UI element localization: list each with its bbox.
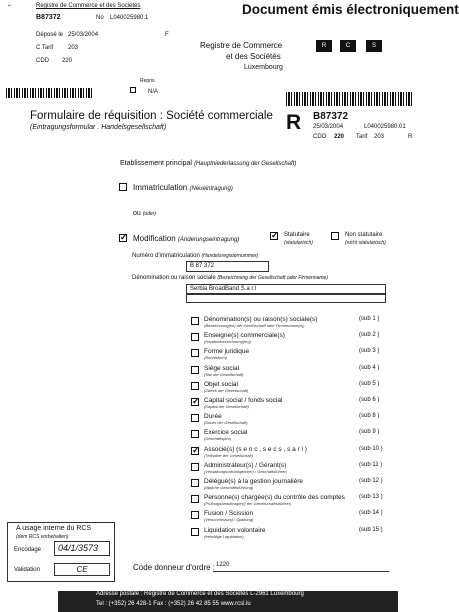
repris-checkbox[interactable] [130,87,136,93]
checklist-sub-ref: (sub 6 ) [359,397,380,403]
checklist-item-text-de: (freiwillige Liquidation) [204,534,244,539]
depose-value: 25/03/2004 [68,32,99,38]
form-big-letter: R [286,111,302,134]
repris-label: Repris [140,78,155,84]
right-tarif-value: 203 [374,134,385,140]
checklist-item-text-de: (tägliche Geschäftsführung) [204,485,254,490]
checklist-item-text-de: (Handelsbezeichnung(en)) [204,339,252,344]
checklist-item-text: Administrateur(s) / Gérant(s) [204,462,287,469]
ou-text-de: (oder) [142,211,157,217]
rcs-title-1: Registre de Commerce [200,41,283,50]
immatriculation-text-de: (Neueintragung) [189,186,233,192]
checklist-item-label [204,332,285,344]
numero-text: Numéro d'immatriculation [132,253,200,259]
checklist-item-text: Fusion / Scission [204,510,254,517]
checklist-checkbox[interactable] [191,430,199,438]
checklist-item-label [204,478,303,490]
statutaire-label-de: (statutarisch) [284,240,313,246]
denomination-text-de: (Bezeichnung der Gesellschaft oder Firmenname) [217,275,328,281]
right-cdo-label: CDO [313,134,327,140]
encodage-field[interactable]: 04/1/3573 [54,541,110,556]
checklist-checkbox[interactable] [191,447,199,455]
form-title: Formulaire de réquisition : Société commerciale [30,110,273,122]
ou-label [133,210,156,217]
code-underline [213,571,389,572]
checklist-item-text: Liquidation volontaire [204,527,266,534]
non-statutaire-label-de: (nicht statutarisch) [345,240,386,246]
etablissement-text: Etablissement principal [120,160,192,167]
corner-mark: ⌐ [8,3,12,9]
footer-line-1: Adresse postale : Registre de Commerce et des Sociétés L-2961 Luxembourg [96,591,304,597]
checklist-checkbox[interactable] [191,398,199,406]
immatriculation-label [133,183,233,192]
right-barcode [286,92,414,106]
right-rcs-number: B87372 [313,111,349,122]
checklist-item-label [204,348,249,360]
checklist-item-label [204,462,287,474]
checklist-checkbox[interactable] [191,528,199,536]
code-value: 1220 [216,562,230,568]
checklist-item-text-de: (Sitz der Gesellschaft) [204,372,244,377]
checklist-checkbox[interactable] [191,366,199,374]
checklist-sub-ref: (sub 4 ) [359,365,380,371]
denomination-label [132,275,328,281]
checklist-checkbox[interactable] [191,349,199,357]
denomination-field[interactable]: Serbia BroadBand S.a r.l [186,284,386,294]
checklist-item-text: Siège social [204,365,240,372]
checklist-item-text-de: (Teilhaber der Gesellschaft) [204,453,253,458]
internal-use-box [7,522,115,582]
checklist-sub-ref: (sub 2 ) [359,332,380,338]
checklist-item-text: Exercice social [204,429,248,436]
etablissement-text-de: (Hauptniederlassung der Gesellschaft) [193,161,297,167]
checklist-checkbox[interactable] [191,463,199,471]
footer-line-2: Tel : (+352) 26 428-1 Fax : (+352) 26 42 85 55 www.rcsl.lu [96,601,251,607]
checklist-item-text-de: (Verwaltungsratsmitglied(er) / Geschäftsführer) [204,469,287,474]
checklist-item-label [204,446,307,458]
checklist-item-text: Délégué(s) à la gestion journalière [204,478,304,485]
checklist-item-text: Associé(s) (s e n c , s e c s , s a r l ) [204,446,307,453]
numero-field[interactable]: B 87 372 [186,261,269,272]
checklist-item-text-de: (Verschmelzung / Spaltung) [204,517,254,522]
modification-text: Modification [133,234,176,243]
right-date: 25/03/2004 [313,124,344,130]
f-label: F [165,32,169,38]
na-value: N/A [148,89,159,95]
right-cdo-value: 220 [334,134,345,140]
no-value: L040025980.1 [110,15,149,21]
rcs-letter-r: R [316,40,332,52]
checklist-sub-ref: (sub 12 ) [359,478,383,484]
right-ref: L040025980.01 [364,124,406,130]
checklist-item-text: Objet social [204,381,238,388]
checklist-checkbox[interactable] [191,495,199,503]
checklist-item-text: Durée [204,413,222,420]
c-tarif-label: C Tarif [36,45,54,51]
rcs-title-3: Luxembourg [244,64,283,71]
checklist-checkbox[interactable] [191,479,199,487]
checklist-item-text: Enseigne(s) commerciale(s) [204,332,285,339]
checklist-sub-ref: (sub 8 ) [359,413,380,419]
checklist-item-text-de: (Prüfungsbeauftragte(r) der Gesellschaftsbücher) [204,501,292,506]
cdd-label: CDD [36,58,49,64]
checklist-sub-ref: (sub 14 ) [359,510,383,516]
code-label: Code donneur d'ordre : [133,563,216,572]
rcs-letter-s: S [366,40,382,52]
right-tarif-label: Tarif [356,134,368,140]
internal-title-de: (dem RCS vorbehalten) [16,534,69,540]
etablissement-label [120,160,296,167]
checklist-item-text-de: (Dauer der Gesellschaft) [204,420,248,425]
depose-label: Déposé le [36,32,64,38]
checklist-checkbox[interactable] [191,511,199,519]
denomination-field-line2[interactable] [186,294,386,303]
checklist-item-label [204,397,282,409]
checklist-sub-ref: (sub 15 ) [359,527,383,533]
rcs-title-2: et des Sociétés [226,52,281,61]
checklist-checkbox[interactable] [191,382,199,390]
immatriculation-text: Immatriculation [133,183,188,192]
checklist-item-text-de: (Kapital der Gesellschaft) [204,404,249,409]
form-subtitle: (Eintragungsformular . Handelsgesellschaft) [30,124,167,131]
checklist-item-text-de: (Bezeichnung(en) der Gesellschaft oder Firmenname(n)) [204,323,305,328]
checklist-item-label [204,316,317,328]
right-r: R [408,134,413,140]
ou-text: ou [133,210,141,217]
checklist-item-text: Dénomination(s) ou raison(s) sociale(s) [204,316,318,323]
checklist-checkbox[interactable] [191,414,199,422]
c-tarif-value: 203 [68,45,79,51]
checklist-item-text: Personne(s) chargée(s) du contrôle des comptes [204,494,345,501]
cdd-value: 220 [62,58,73,64]
checklist-item-text-de: (Geschäftsjahr) [204,436,232,441]
numero-text-de: (Handelsregisternummer) [201,253,259,259]
statutaire-label: Statutaire [284,232,310,238]
modification-checkbox[interactable] [119,234,127,242]
checklist-item-label [204,494,345,506]
non-statutaire-label: Non statutaire [345,232,383,238]
checklist-item-text-de: (Rechtsform) [204,355,228,360]
immatriculation-checkbox[interactable] [119,183,127,191]
encodage-label: Encodage [14,547,42,553]
no-label: No [96,15,104,21]
numero-label [132,253,258,259]
modification-label [133,234,239,243]
checklist-sub-ref: (sub 3 ) [359,348,380,354]
validation-field[interactable]: CE [54,563,110,576]
statutaire-checkbox[interactable] [270,232,278,240]
checklist-sub-ref: (sub 13 ) [359,494,383,500]
checklist-item-label [204,365,243,377]
checklist-item-label [204,413,248,425]
denomination-text: Dénomination ou raison sociale [132,275,216,281]
checklist-checkbox[interactable] [191,317,199,325]
validation-label: Validation [14,567,40,573]
rcs-letter-c: C [340,40,356,52]
checklist-sub-ref: (sub 9 ) [359,429,380,435]
checklist-sub-ref: (sub 10 ) [359,446,383,452]
checklist-sub-ref: (sub 5 ) [359,381,380,387]
rcs-number: B87372 [36,14,61,21]
checklist-sub-ref: (sub 1 ) [359,316,380,322]
checklist-item-label [204,429,247,441]
checklist-item-label [204,381,248,393]
modification-text-de: (Anderungseintragung) [177,237,240,243]
registry-line: Registre de Commerce et des Sociétés [36,3,141,9]
non-statutaire-checkbox[interactable] [331,232,339,240]
checklist-checkbox[interactable] [191,333,199,341]
checklist-item-text: Forme juridique [204,348,250,355]
checklist-item-text: Capital social / fonds social [204,397,283,404]
left-barcode [6,88,92,98]
checklist-item-label [204,527,265,539]
internal-title: A usage interne du RCS [16,525,92,532]
checklist-sub-ref: (sub 11 ) [359,462,383,468]
checklist-item-text-de: (Zweck der Gesellschaft) [204,388,249,393]
checklist-item-label [204,510,253,522]
document-banner: Document émis électroniquement [242,2,459,17]
